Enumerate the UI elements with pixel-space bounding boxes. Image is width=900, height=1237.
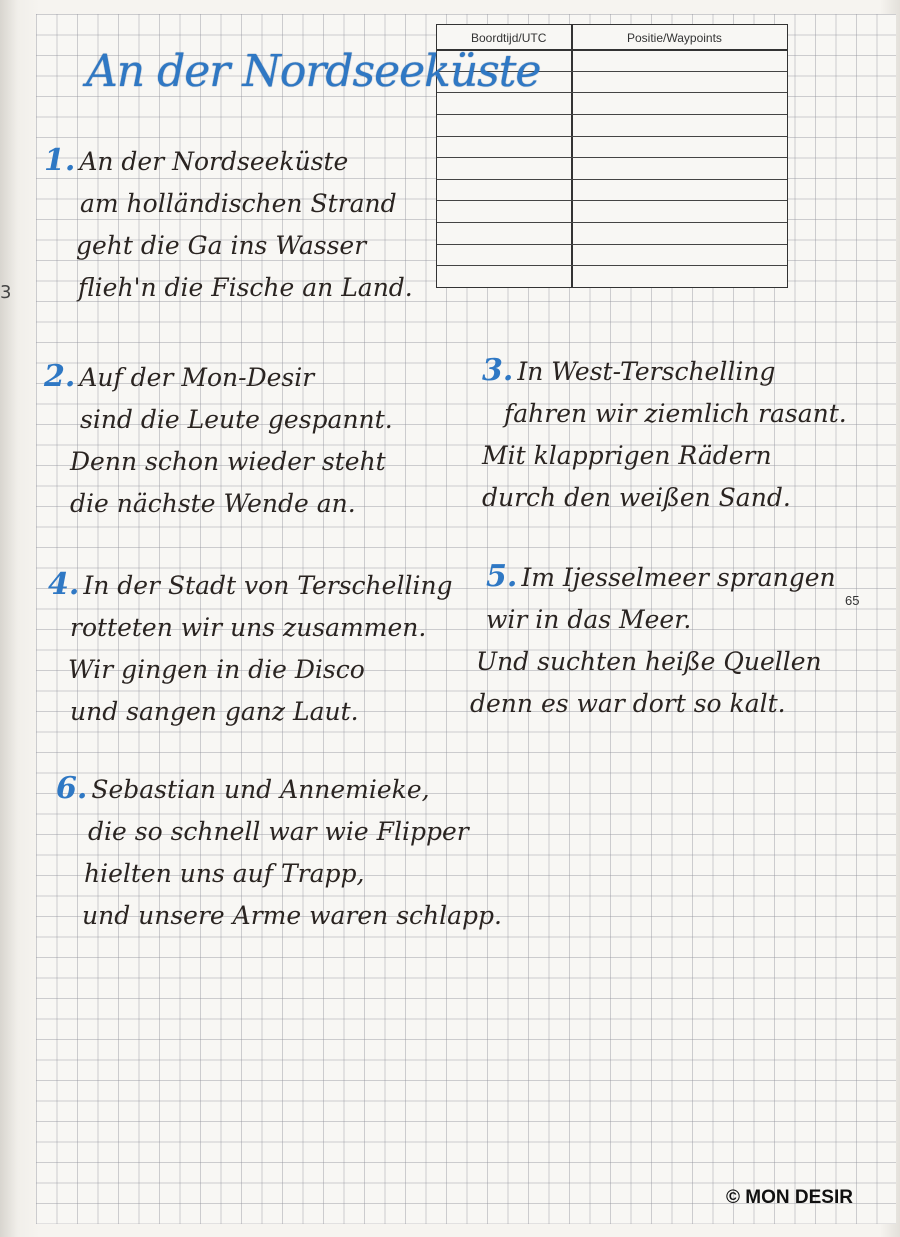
log-row-line xyxy=(437,179,787,180)
page-title: An der Nordseeküste xyxy=(86,46,541,97)
log-column-divider xyxy=(571,25,573,287)
verse-number: 3. xyxy=(482,353,514,388)
verse-line: fahren wir ziemlich rasant. xyxy=(504,399,847,428)
verse-line: und sangen ganz Laut. xyxy=(70,697,359,726)
log-row-line xyxy=(437,244,787,245)
verse-number: 2. xyxy=(44,359,76,394)
verse-line: denn es war dort so kalt. xyxy=(470,689,786,718)
verse-line: Mit klapprigen Rädern xyxy=(482,441,772,470)
copyright-notice: © MON DESIR xyxy=(726,1187,853,1208)
verse-line: Im Ijesselmeer sprangen xyxy=(521,563,836,592)
log-row-line xyxy=(437,200,787,201)
verse-line: In der Stadt von Terschelling xyxy=(83,571,453,600)
log-row-line xyxy=(437,136,787,137)
log-header-position: Positie/Waypoints xyxy=(627,31,722,45)
verse-6 xyxy=(56,768,502,937)
verse-line: Auf der Mon-Desir xyxy=(79,363,315,392)
log-header-time: Boordtijd/UTC xyxy=(471,31,547,45)
verse-line: am holländischen Strand xyxy=(80,189,397,218)
verse-number: 5. xyxy=(486,559,518,594)
verse-3 xyxy=(482,350,847,519)
verse-1 xyxy=(44,140,413,309)
margin-mark: 3 xyxy=(0,282,12,303)
verse-line: In West-Terschelling xyxy=(517,357,776,386)
log-row-line xyxy=(437,265,787,266)
verse-line: flieh'n die Fische an Land. xyxy=(78,273,413,302)
log-row-line xyxy=(437,157,787,158)
verse-line: An der Nordseeküste xyxy=(79,147,349,176)
page-number: 65 xyxy=(845,593,860,608)
verse-line: die nächste Wende an. xyxy=(70,489,356,518)
verse-line: rotteten wir uns zusammen. xyxy=(70,613,427,642)
verse-number: 4. xyxy=(48,567,80,602)
verse-line: Sebastian und Annemieke, xyxy=(91,775,430,804)
verse-line: geht die Ga ins Wasser xyxy=(76,231,367,260)
verse-line: Denn schon wieder steht xyxy=(70,447,386,476)
verse-line: sind die Leute gespannt. xyxy=(80,405,393,434)
verse-line: Und suchten heiße Quellen xyxy=(476,647,822,676)
verse-number: 1. xyxy=(44,143,76,178)
verse-2 xyxy=(44,356,393,525)
verse-line: wir in das Meer. xyxy=(486,605,692,634)
verse-line: Wir gingen in die Disco xyxy=(68,655,365,684)
verse-number: 6. xyxy=(56,771,88,806)
verse-5 xyxy=(470,556,836,725)
verse-line: die so schnell war wie Flipper xyxy=(88,817,469,846)
log-row-line xyxy=(437,114,787,115)
verse-line: hielten uns auf Trapp, xyxy=(84,859,365,888)
verse-line: durch den weißen Sand. xyxy=(482,483,791,512)
verse-line: und unsere Arme waren schlapp. xyxy=(82,901,503,930)
log-row-line xyxy=(437,222,787,223)
verse-4 xyxy=(48,564,453,733)
